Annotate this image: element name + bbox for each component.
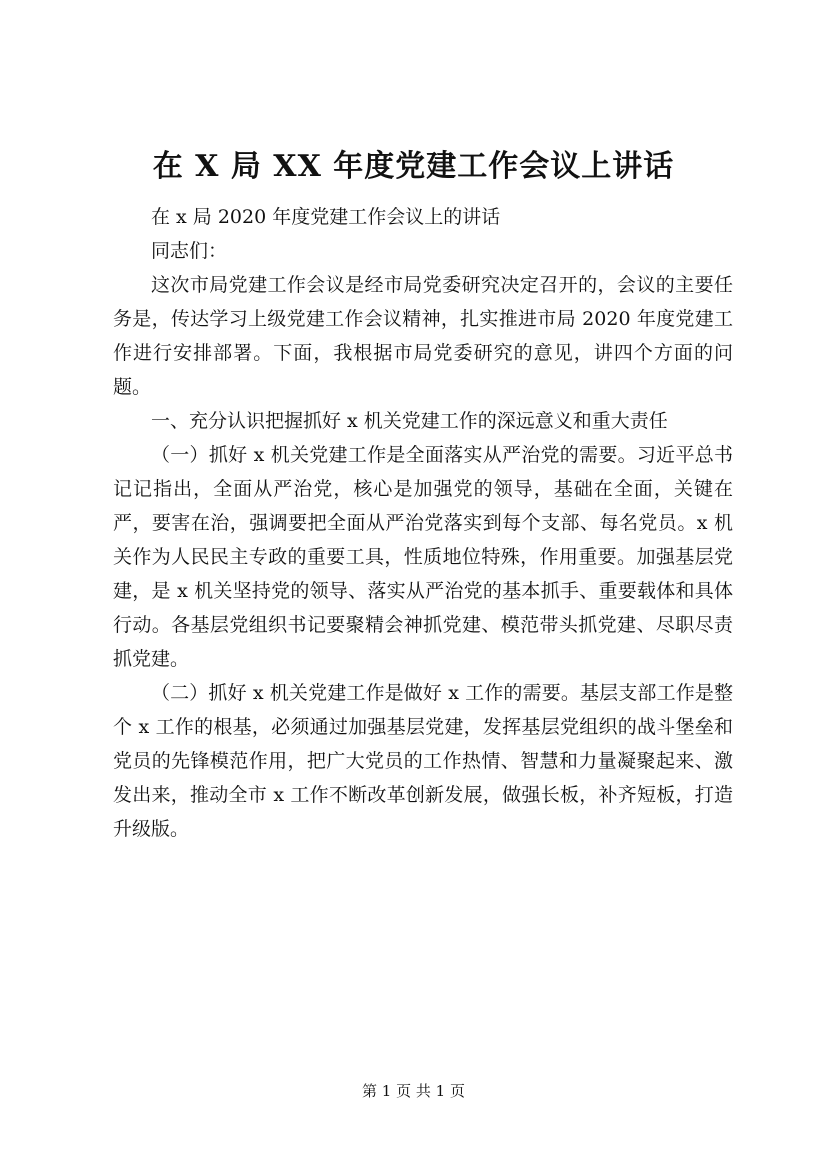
subsection-paragraph-1: （一）抓好 x 机关党建工作是全面落实从严治党的需要。习近平总书记记指出，全面从严治党，核心是加强党的领导，基础在全面，关键在严，要害在治，强调要把全面从严治党落实到每个支部、每名党员。x 机关作为人民民主专政的重要工具，性质地位特殊，作用重要。加强基层党建，是 x 机关坚持党的领导、落实从严治党的基本抓手、重要载体和具体行动。各基层党组织书记要聚精会神抓党建、模范带头抓党建、尽职尽责抓党建。	[113, 444, 733, 670]
subtitle-paragraph: 在 x 局 2020 年度党建工作会议上的讲话	[151, 206, 501, 228]
subsection-paragraph-2: （二）抓好 x 机关党建工作是做好 x 工作的需要。基层支部工作是整个 x 工作的根基，必须通过加强基层党建，发挥基层党组织的战斗堡垒和党员的先锋模范作用，把广大党员的工作热情、智慧和力量凝聚起来、激发出来，推动全市 x 工作不断改革创新发展，做强长板，补齐短板，打造升级版。	[113, 682, 733, 840]
intro-paragraph: 这次市局党建工作会议是经市局党委研究决定召开的，会议的主要任务是，传达学习上级党建工作会议精神，扎实推进市局 2020 年度党建工作进行安排部署。下面，我根据市局党委研究的意见，讲四个方面的问题。	[113, 274, 733, 398]
section-heading-1: 一、充分认识把握抓好 x 机关党建工作的深远意义和重大责任	[151, 410, 668, 432]
document-body	[113, 200, 733, 846]
document-title: 在 X 局 XX 年度党建工作会议上讲话	[152, 149, 675, 184]
page-footer: 第 1 页 共 1 页	[362, 1082, 465, 1100]
greeting-paragraph: 同志们：	[151, 240, 228, 262]
